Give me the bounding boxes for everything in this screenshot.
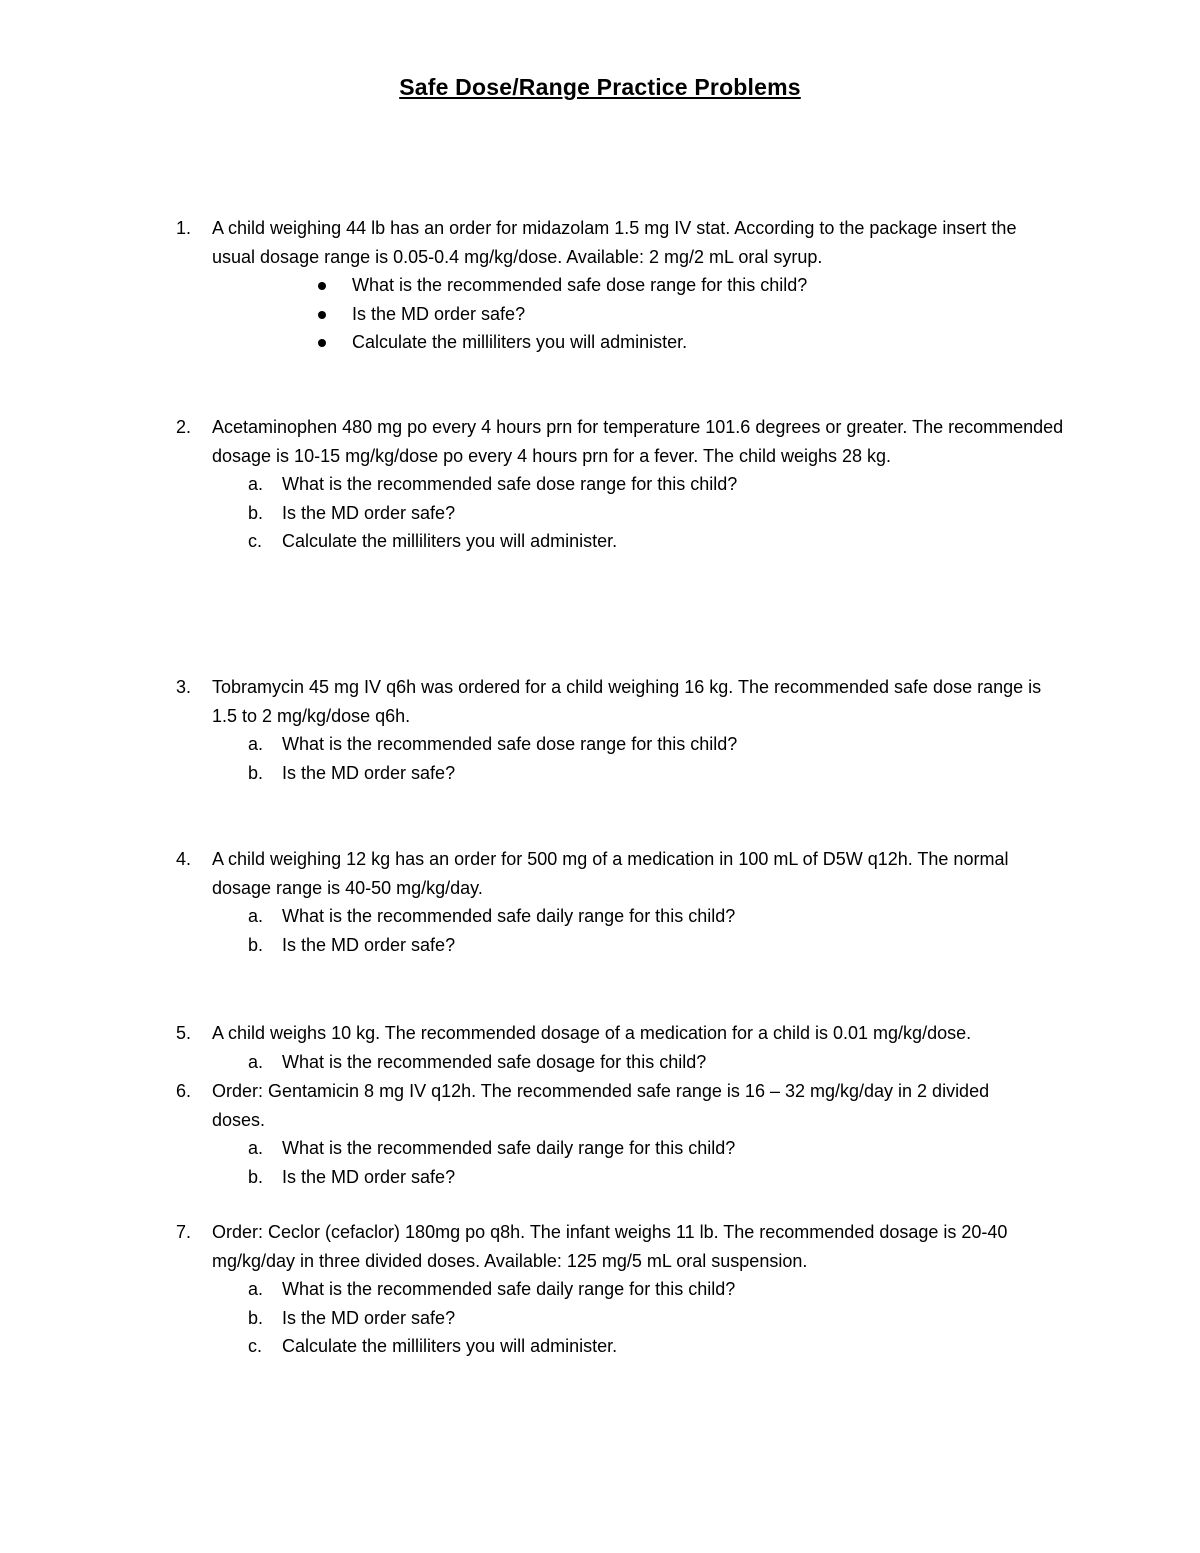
question-text: Is the MD order safe? <box>352 303 526 324</box>
question-item <box>176 1134 1076 1163</box>
question-text: What is the recommended safe dose range for this child? <box>282 474 738 495</box>
problem-4 <box>176 845 1076 959</box>
bullet-icon <box>318 311 326 319</box>
question-text: Is the MD order safe? <box>282 502 456 523</box>
problem-7 <box>176 1218 1076 1361</box>
problem-text: A child weighing 44 lb has an order for midazolam 1.5 mg IV stat. According to the package insert the usual dosage range is 0.05-0.4 mg/kg/dose. Available: 2 mg/2 mL oral syrup. <box>212 218 1017 267</box>
question-marker: b. <box>248 1166 264 1187</box>
problem-number: 4. <box>176 849 192 869</box>
bullet-icon <box>318 282 326 290</box>
question-marker: c. <box>248 531 263 552</box>
question-bullet <box>176 300 1076 329</box>
question-text: What is the recommended safe dosage for this child? <box>282 1051 707 1072</box>
problem-number: 6. <box>176 1081 192 1101</box>
problem-text: Acetaminophen 480 mg po every 4 hours prn for temperature 101.6 degrees or greater. The recommended dosage is 10-15 mg/kg/dose po every 4 hours prn for a fever. The child weighs 28 kg. <box>212 417 1064 466</box>
problem-3 <box>176 673 1076 787</box>
question-text: Is the MD order safe? <box>282 762 456 783</box>
question-item <box>176 527 1076 556</box>
problem-text: A child weighs 10 kg. The recommended dosage of a medication for a child is 0.01 mg/kg/dose. <box>212 1023 972 1043</box>
question-text: Is the MD order safe? <box>282 934 456 955</box>
problem-number: 7. <box>176 1222 192 1242</box>
question-marker: a. <box>248 474 264 495</box>
problem-number: 3. <box>176 677 192 697</box>
question-item <box>176 470 1076 499</box>
question-item <box>176 499 1076 528</box>
problem-number: 2. <box>176 417 192 437</box>
question-item <box>176 1332 1076 1361</box>
question-bullet <box>176 271 1076 300</box>
question-marker: b. <box>248 502 264 523</box>
question-text: Is the MD order safe? <box>282 1307 456 1328</box>
problem-text: Order: Ceclor (cefaclor) 180mg po q8h. The infant weighs 11 lb. The recommended dosage is 20-40 mg/kg/day in three divided doses. Available: 125 mg/5 mL oral suspension. <box>212 1222 1008 1271</box>
problem-1 <box>176 214 1076 357</box>
question-marker: a. <box>248 1051 264 1072</box>
question-item <box>176 1163 1076 1192</box>
question-item <box>176 931 1076 960</box>
bullet-icon <box>318 339 326 347</box>
question-marker: a. <box>248 1138 264 1159</box>
question-marker: a. <box>248 734 264 755</box>
question-text: Calculate the milliliters you will administer. <box>352 332 688 353</box>
question-item <box>176 1048 1076 1077</box>
problem-text: Tobramycin 45 mg IV q6h was ordered for a child weighing 16 kg. The recommended safe dose range is 1.5 to 2 mg/kg/dose q6h. <box>212 677 1042 726</box>
page-title: Safe Dose/Range Practice Problems <box>399 74 801 100</box>
question-text: What is the recommended safe daily range for this child? <box>282 1138 736 1159</box>
question-text: What is the recommended safe dose range for this child? <box>352 275 808 296</box>
question-text: What is the recommended safe dose range for this child? <box>282 734 738 755</box>
question-text: Is the MD order safe? <box>282 1166 456 1187</box>
question-marker: a. <box>248 906 264 927</box>
question-text: Calculate the milliliters you will administer. <box>282 531 618 552</box>
question-marker: b. <box>248 762 264 783</box>
problem-text: Order: Gentamicin 8 mg IV q12h. The recommended safe range is 16 – 32 mg/kg/day in 2 divided doses. <box>212 1081 990 1130</box>
problem-2 <box>176 413 1076 556</box>
problem-number: 1. <box>176 218 192 238</box>
question-marker: a. <box>248 1279 264 1300</box>
question-marker: b. <box>248 1307 264 1328</box>
question-item <box>176 1304 1076 1333</box>
problem-number: 5. <box>176 1023 192 1043</box>
question-item <box>176 759 1076 788</box>
question-marker: b. <box>248 934 264 955</box>
question-text: Calculate the milliliters you will administer. <box>282 1336 618 1357</box>
problem-text: A child weighing 12 kg has an order for 500 mg of a medication in 100 mL of D5W q12h. The normal dosage range is 40-50 mg/kg/day. <box>212 849 1009 898</box>
question-item <box>176 730 1076 759</box>
question-bullet <box>176 328 1076 357</box>
problem-5 <box>176 1019 1076 1076</box>
question-text: What is the recommended safe daily range for this child? <box>282 1279 736 1300</box>
problem-6 <box>176 1077 1076 1191</box>
question-marker: c. <box>248 1336 263 1357</box>
question-item <box>176 902 1076 931</box>
question-text: What is the recommended safe daily range for this child? <box>282 906 736 927</box>
question-item <box>176 1275 1076 1304</box>
